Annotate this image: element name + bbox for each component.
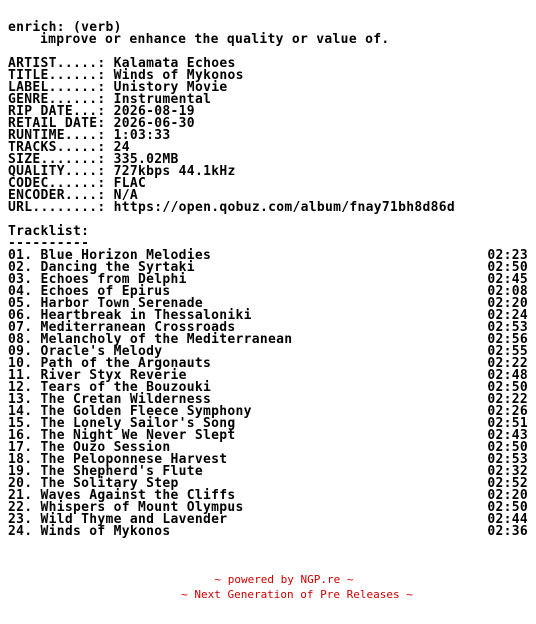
track-duration: 02:22 bbox=[487, 392, 528, 407]
release-info bbox=[8, 58, 528, 214]
track-title: 01. Blue Horizon Melodies bbox=[8, 248, 212, 263]
track-duration: 02:43 bbox=[487, 428, 528, 443]
info-row bbox=[8, 202, 528, 214]
track-duration: 02:08 bbox=[487, 284, 528, 299]
track-duration: 02:50 bbox=[487, 440, 528, 455]
info-value: 2026-08-19 bbox=[113, 104, 195, 119]
info-value: Kalamata Echoes bbox=[113, 56, 236, 71]
track-duration: 02:56 bbox=[487, 332, 528, 347]
info-key: GENRE......: bbox=[8, 92, 106, 107]
footer-powered-by: ~ powered by NGP.re ~ bbox=[214, 573, 354, 586]
track-duration: 02:32 bbox=[487, 464, 528, 479]
track-title: 22. Whispers of Mount Olympus bbox=[8, 500, 244, 515]
track-row bbox=[8, 526, 528, 538]
track-duration: 02:24 bbox=[487, 308, 528, 323]
footer-tagline: ~ Next Generation of Pre Releases ~ bbox=[181, 588, 413, 601]
info-value: 727kbps 44.1kHz bbox=[113, 164, 236, 179]
info-value: Instrumental bbox=[113, 92, 212, 107]
track-title: 24. Winds of Mykonos bbox=[8, 524, 171, 539]
info-key: TITLE......: bbox=[8, 68, 106, 83]
info-key: RETAIL DATE: bbox=[8, 116, 106, 131]
definition-meaning: improve or enhance the quality or value of. bbox=[40, 32, 390, 47]
track-title: 16. The Night We Never Slept bbox=[8, 428, 236, 443]
info-value: 335.02MB bbox=[113, 152, 179, 167]
info-value: 2026-06-30 bbox=[113, 116, 195, 131]
info-key: SIZE.......: bbox=[8, 152, 106, 167]
track-duration: 02:45 bbox=[487, 272, 528, 287]
definition-word: enrich: (verb) bbox=[8, 20, 122, 35]
track-duration: 02:26 bbox=[487, 404, 528, 419]
track-duration: 02:53 bbox=[487, 320, 528, 335]
info-key: ARTIST.....: bbox=[8, 56, 106, 71]
track-duration: 02:20 bbox=[487, 488, 528, 503]
track-duration: 02:50 bbox=[487, 380, 528, 395]
track-title: 11. River Styx Reverie bbox=[8, 368, 187, 383]
track-title: 10. Path of the Argonauts bbox=[8, 356, 212, 371]
info-key: RUNTIME....: bbox=[8, 128, 106, 143]
track-title: 23. Wild Thyme and Lavender bbox=[8, 512, 228, 527]
track-title: 14. The Golden Fleece Symphony bbox=[8, 404, 252, 419]
track-title: 19. The Shepherd's Flute bbox=[8, 464, 204, 479]
info-key: ENCODER....: bbox=[8, 188, 106, 203]
track-duration: 02:55 bbox=[487, 344, 528, 359]
tracklist-underline: ---------- bbox=[8, 236, 90, 251]
info-key: URL........: bbox=[8, 200, 106, 215]
info-value: 1:03:33 bbox=[113, 128, 171, 143]
track-title: 13. The Cretan Wilderness bbox=[8, 392, 212, 407]
track-title: 02. Dancing the Syrtaki bbox=[8, 260, 195, 275]
track-title: 08. Melancholy of the Mediterranean bbox=[8, 332, 293, 347]
info-key: QUALITY....: bbox=[8, 164, 106, 179]
track-duration: 02:50 bbox=[487, 260, 528, 275]
tracklist-heading: Tracklist: bbox=[8, 224, 90, 239]
track-duration: 02:50 bbox=[487, 500, 528, 515]
track-title: 03. Echoes from Delphi bbox=[8, 272, 187, 287]
track-title: 17. The Ouzo Session bbox=[8, 440, 171, 455]
track-list bbox=[8, 250, 528, 538]
info-value: FLAC bbox=[113, 176, 147, 191]
info-value: N/A bbox=[113, 188, 139, 203]
info-key: TRACKS.....: bbox=[8, 140, 106, 155]
info-value: 24 bbox=[113, 140, 130, 155]
info-key: CODEC......: bbox=[8, 176, 106, 191]
info-value: Unistory Movie bbox=[113, 80, 228, 95]
track-title: 07. Mediterranean Crossroads bbox=[8, 320, 236, 335]
track-duration: 02:53 bbox=[487, 452, 528, 467]
track-duration: 02:22 bbox=[487, 356, 528, 371]
track-duration: 02:23 bbox=[487, 248, 528, 263]
track-duration: 02:52 bbox=[487, 476, 528, 491]
info-value: https://open.qobuz.com/album/fnay71bh8d86d bbox=[113, 200, 455, 215]
track-title: 15. The Lonely Sailor's Song bbox=[8, 416, 236, 431]
track-duration: 02:44 bbox=[487, 512, 528, 527]
nfo-document bbox=[8, 22, 528, 538]
track-title: 18. The Peloponnese Harvest bbox=[8, 452, 228, 467]
info-value: Winds of Mykonos bbox=[113, 68, 244, 83]
track-duration: 02:36 bbox=[487, 524, 528, 539]
track-duration: 02:51 bbox=[487, 416, 528, 431]
info-key: LABEL......: bbox=[8, 80, 106, 95]
track-title: 06. Heartbreak in Thessaloniki bbox=[8, 308, 252, 323]
track-duration: 02:20 bbox=[487, 296, 528, 311]
track-title: 04. Echoes of Epirus bbox=[8, 284, 171, 299]
track-title: 21. Waves Against the Cliffs bbox=[8, 488, 236, 503]
track-title: 05. Harbor Town Serenade bbox=[8, 296, 204, 311]
info-key: RIP DATE...: bbox=[8, 104, 106, 119]
track-title: 09. Oracle's Melody bbox=[8, 344, 163, 359]
track-duration: 02:48 bbox=[487, 368, 528, 383]
track-title: 20. The Solitary Step bbox=[8, 476, 179, 491]
track-title: 12. Tears of the Bouzouki bbox=[8, 380, 212, 395]
